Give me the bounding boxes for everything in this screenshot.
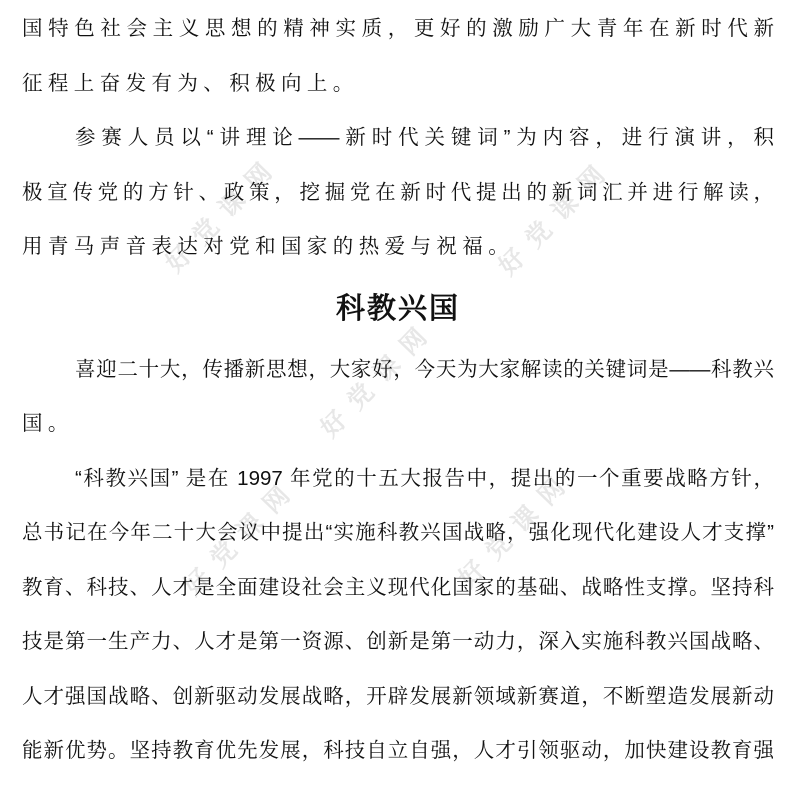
paragraph-line: 技是第一生产力、人才是第一资源、创新是第一动力，深入实施科教兴国战略、 — [22, 630, 774, 653]
paragraph-line: 极宣传党的方针、政策，挖掘党在新时代提出的新词汇并进行解读， — [22, 180, 774, 204]
watermark-text: 好党课网 — [178, 471, 305, 601]
section-heading: 科教兴国 — [335, 292, 460, 325]
paragraph-line: 人才强国战略、创新驱动发展战略，开辟发展新领域新赛道，不断塑造发展新动 — [22, 684, 774, 708]
paragraph-line: 用青马声音表达对党和国家的热爱与祝福。 — [22, 235, 515, 258]
watermark-text: 好党课网 — [315, 313, 442, 443]
watermark-text: 好党课网 — [453, 463, 580, 593]
paragraph-line: 国特色社会主义思想的精神实质，更好的激励广大青年在新时代新 — [22, 17, 774, 40]
paragraph-line: 国。 — [22, 412, 74, 435]
paragraph-line: 征程上奋发有为、积极向上。 — [22, 71, 359, 95]
paragraph-line: 能新优势。坚持教育优先发展，科技自立自强，人才引领驱动，加快建设教育强 — [22, 739, 774, 762]
paragraph-line: 喜迎二十大，传播新思想，大家好，今天为大家解读的关键词是——科教兴 — [75, 357, 774, 381]
paragraph-line: 总书记在今年二十大会议中提出“实施科教兴国战略，强化现代化建设人才支撑” — [22, 521, 774, 544]
paragraph-line: “科教兴国” 是在 1997 年党的十五大报告中，提出的一个重要战略方针， — [75, 466, 774, 490]
paragraph-line: 参赛人员以“讲理论——新时代关键词”为内容，进行演讲，积 — [75, 126, 774, 149]
watermark-text: 好党课网 — [160, 148, 287, 278]
watermark-text: 好党课网 — [493, 151, 620, 281]
paragraph-line: 教育、科技、人才是全面建设社会主义现代化国家的基础、战略性支撑。坚持科 — [22, 575, 774, 599]
